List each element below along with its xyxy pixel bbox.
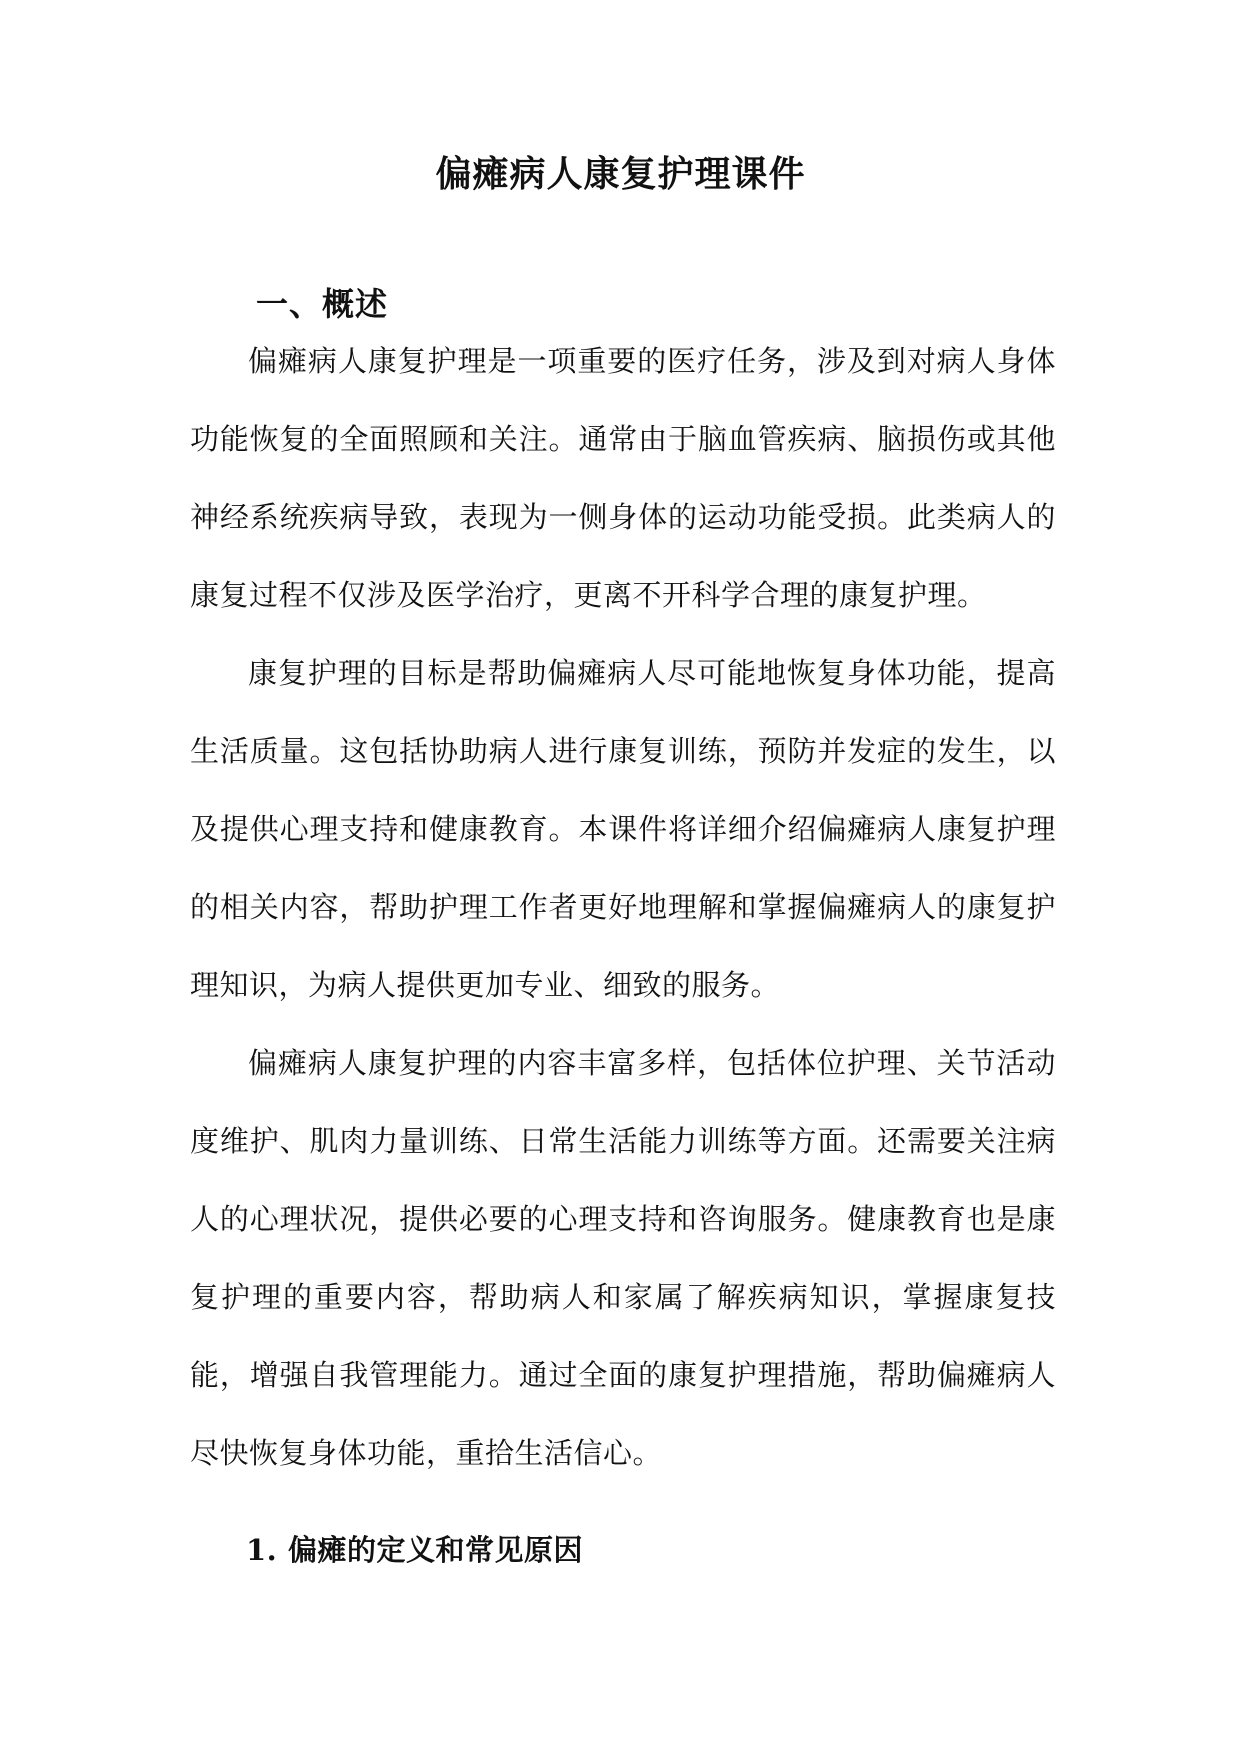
section-heading-overview: 一、概述 (256, 285, 389, 323)
subsection-heading (246, 1526, 583, 1574)
paragraph-3: 偏瘫病人康复护理的内容丰富多样，包括体位护理、关节活动度维护、肌肉力量训练、日常生活能力训练等方面。还需要关注病人的心理状况，提供必要的心理支持和咨询服务。健康教育也是康复护理的重要内容，帮助病人和家属了解疾病知识，掌握康复技能，增强自我管理能力。通过全面的康复护理措施，帮助偏瘫病人尽快恢复身体功能，重拾生活信心。 (190, 1046, 1056, 1470)
paragraph-1: 偏瘫病人康复护理是一项重要的医疗任务，涉及到对病人身体功能恢复的全面照顾和关注。通常由于脑血管疾病、脑损伤或其他神经系统疾病导致，表现为一侧身体的运动功能受损。此类病人的康复过程不仅涉及医学治疗，更离不开科学合理的康复护理。 (190, 344, 1056, 612)
subsection-title: 偏瘫的定义和常见原因 (288, 1533, 584, 1567)
document-title: 偏瘫病人康复护理课件 (435, 153, 806, 195)
overview-body (190, 322, 1056, 1492)
paragraph-2: 康复护理的目标是帮助偏瘫病人尽可能地恢复身体功能，提高生活质量。这包括协助病人进行康复训练，预防并发症的发生，以及提供心理支持和健康教育。本课件将详细介绍偏瘫病人康复护理的相关内容，帮助护理工作者更好地理解和掌握偏瘫病人的康复护理知识，为病人提供更加专业、细致的服务。 (190, 656, 1056, 1002)
subsection-number: 1. (246, 1533, 278, 1567)
